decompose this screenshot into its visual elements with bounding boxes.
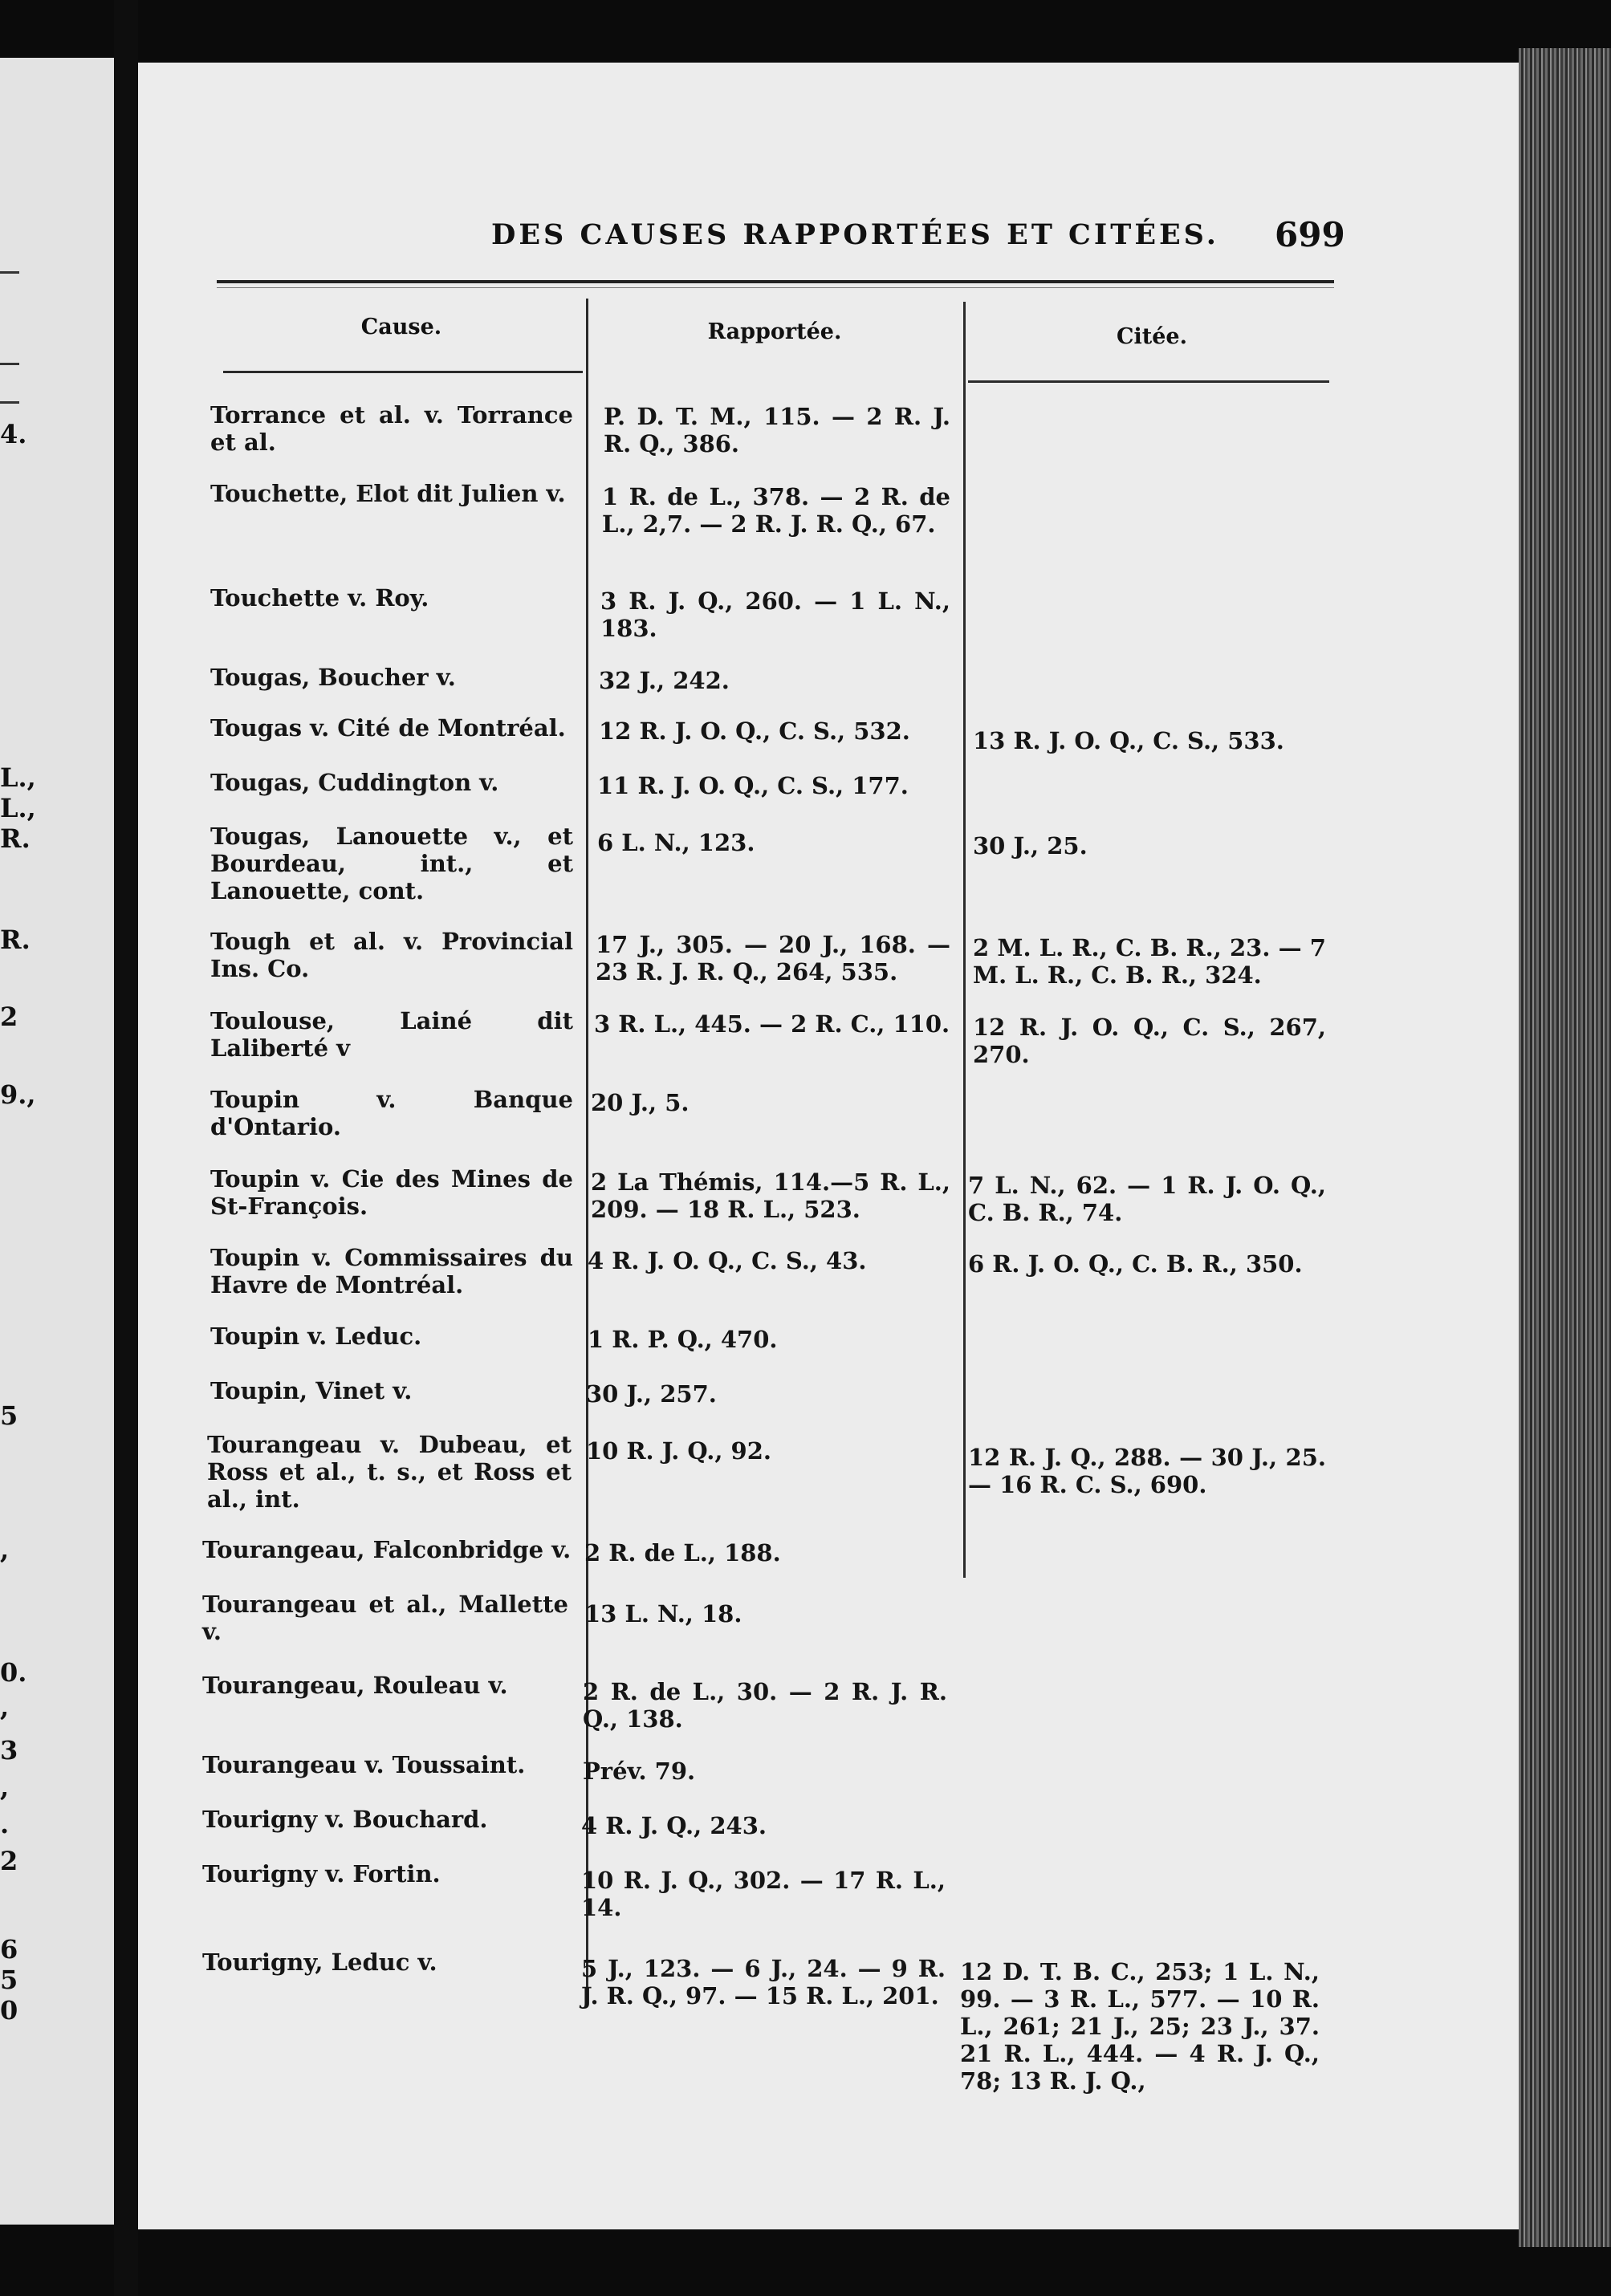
column-divider-1	[586, 299, 588, 2000]
cause-cell: Touchette v. Roy.	[210, 584, 429, 612]
margin-fragment: ,	[0, 1534, 10, 1565]
rapportee-cell: 5 J., 123. — 6 J., 24. — 9 R. J. R. Q., 97. — 15 R. L., 201.	[581, 1955, 946, 2010]
citee-cell: 12 D. T. B. C., 253; 1 L. N., 99. — 3 R. L., 577. — 10 R. L., 261; 21 J., 25; 23 J., 37. 21 R. L., 444. — 4 R. J. Q., 78; 13 R. J. Q.,	[960, 1958, 1320, 2095]
facing-page	[0, 58, 114, 2225]
rapportee-cell: 6 L. N., 123.	[597, 829, 755, 856]
cause-cell: Touchette, Elot dit Julien v.	[210, 480, 566, 507]
margin-fragment: .	[0, 1809, 10, 1839]
cause-cell: Tough et al. v. Provincial Ins. Co.	[210, 928, 573, 982]
rapportee-cell: 1 R. de L., 378. — 2 R. de L., 2,7. — 2 R. J. R. Q., 67.	[602, 483, 950, 538]
rapportee-cell: 32 J., 242.	[599, 667, 730, 694]
rapportee-cell: 12 R. J. O. Q., C. S., 532.	[599, 717, 910, 745]
margin-rule	[0, 271, 19, 274]
citee-cell: 2 M. L. R., C. B. R., 23. — 7 M. L. R., C. B. R., 324.	[973, 934, 1326, 989]
margin-fragment: 4.	[0, 419, 27, 449]
margin-fragment: 2	[0, 1846, 18, 1876]
margin-fragment: 3	[0, 1735, 18, 1766]
cause-cell: Toupin v. Banque d'Ontario.	[210, 1086, 573, 1140]
cause-cell: Tourangeau, Falconbridge v.	[202, 1536, 572, 1563]
column-header-rule-citee	[968, 380, 1329, 383]
column-header-cause: Cause.	[360, 315, 442, 339]
citee-cell: 30 J., 25.	[973, 832, 1088, 859]
rapportee-cell: 13 L. N., 18.	[584, 1600, 742, 1628]
citee-cell: 6 R. J. O. Q., C. B. R., 350.	[968, 1250, 1303, 1278]
cause-cell: Toulouse, Lainé dit Laliberté v	[210, 1007, 573, 1062]
margin-fragment: R.	[0, 924, 31, 955]
cause-cell: Tourangeau et al., Mallette v.	[202, 1591, 568, 1645]
cause-cell: Toupin, Vinet v.	[210, 1377, 413, 1404]
rapportee-cell: 4 R. J. Q., 243.	[581, 1812, 767, 1839]
column-header-citee: Citée.	[1117, 324, 1187, 349]
header-rule	[217, 280, 1334, 283]
cause-cell: Torrance et al. v. Torrance et al.	[210, 401, 573, 456]
cause-cell: Toupin v. Leduc.	[210, 1323, 422, 1350]
margin-fragment: ,	[0, 1772, 10, 1802]
citee-cell: 12 R. J. O. Q., C. S., 267, 270.	[973, 1014, 1326, 1068]
margin-fragment: L.,	[0, 762, 36, 793]
rapportee-cell: 20 J., 5.	[591, 1089, 690, 1116]
rapportee-cell: 3 R. L., 445. — 2 R. C., 110.	[594, 1010, 950, 1038]
margin-rule	[0, 363, 19, 365]
cause-cell: Tourigny, Leduc v.	[202, 1949, 437, 1976]
margin-fragment: ,	[0, 1692, 10, 1722]
running-header: DES CAUSES RAPPORTÉES ET CITÉES.	[491, 218, 1219, 251]
margin-fragment: 5	[0, 1965, 18, 1995]
rapportee-cell: 2 R. de L., 30. — 2 R. J. R. Q., 138.	[583, 1678, 947, 1733]
page-edges	[1519, 48, 1611, 2247]
column-divider-2	[963, 302, 966, 1578]
cause-cell: Tougas, Cuddington v.	[210, 769, 499, 796]
cause-cell: Tougas, Lanouette v., et Bourdeau, int., et Lanouette, cont.	[210, 823, 573, 904]
margin-fragment: 9.,	[0, 1079, 36, 1110]
rapportee-cell: 17 J., 305. — 20 J., 168. — 23 R. J. R. Q., 264, 535.	[596, 931, 950, 985]
cause-cell: Tougas, Boucher v.	[210, 664, 456, 691]
cause-cell: Toupin v. Commissaires du Havre de Montréal.	[210, 1244, 573, 1298]
margin-rule	[0, 401, 19, 404]
cause-cell: Tourangeau v. Toussaint.	[202, 1751, 526, 1778]
header-rule-thin	[217, 287, 1334, 288]
rapportee-cell: 3 R. J. Q., 260. — 1 L. N., 183.	[600, 587, 950, 642]
rapportee-cell: 10 R. J. Q., 302. — 17 R. L., 14.	[581, 1867, 946, 1921]
cause-cell: Tourangeau v. Dubeau, et Ross et al., t. s., et Ross et al., int.	[207, 1431, 572, 1513]
rapportee-cell: P. D. T. M., 115. — 2 R. J. R. Q., 386.	[604, 403, 950, 457]
margin-fragment: 6	[0, 1934, 18, 1965]
cause-cell: Toupin v. Cie des Mines de St-François.	[210, 1165, 573, 1220]
page-number: 699	[1275, 215, 1345, 254]
cause-cell: Tougas v. Cité de Montréal.	[210, 714, 566, 742]
rapportee-cell: 30 J., 257.	[586, 1380, 717, 1408]
margin-fragment: 5	[0, 1400, 18, 1431]
margin-fragment: 0.	[0, 1657, 27, 1688]
margin-fragment: 2	[0, 1002, 18, 1032]
rapportee-cell: 11 R. J. O. Q., C. S., 177.	[597, 772, 909, 799]
rapportee-cell: 4 R. J. O. Q., C. S., 43.	[588, 1247, 867, 1274]
rapportee-cell: 2 R. de L., 188.	[584, 1539, 781, 1567]
rapportee-cell: 2 La Thémis, 114.—5 R. L., 209. — 18 R. L., 523.	[591, 1168, 950, 1223]
book-gutter	[114, 0, 138, 2296]
margin-fragment: 0	[0, 1995, 18, 2026]
margin-fragment: L.,	[0, 793, 36, 823]
rapportee-cell: 1 R. P. Q., 470.	[588, 1326, 778, 1353]
rapportee-cell: 10 R. J. Q., 92.	[586, 1437, 771, 1465]
margin-fragment: R.	[0, 823, 31, 854]
cause-cell: Tourigny v. Fortin.	[202, 1860, 441, 1888]
citee-cell: 12 R. J. Q., 288. — 30 J., 25. — 16 R. C. S., 690.	[968, 1444, 1326, 1498]
column-header-rapportee: Rapportée.	[707, 319, 842, 344]
cause-cell: Tourigny v. Bouchard.	[202, 1806, 488, 1833]
cause-cell: Tourangeau, Rouleau v.	[202, 1672, 508, 1699]
column-header-rule-cause	[223, 371, 583, 373]
citee-cell: 13 R. J. O. Q., C. S., 533.	[973, 727, 1284, 754]
rapportee-cell: Prév. 79.	[583, 1758, 696, 1785]
citee-cell: 7 L. N., 62. — 1 R. J. O. Q., C. B. R., 74.	[968, 1172, 1326, 1226]
